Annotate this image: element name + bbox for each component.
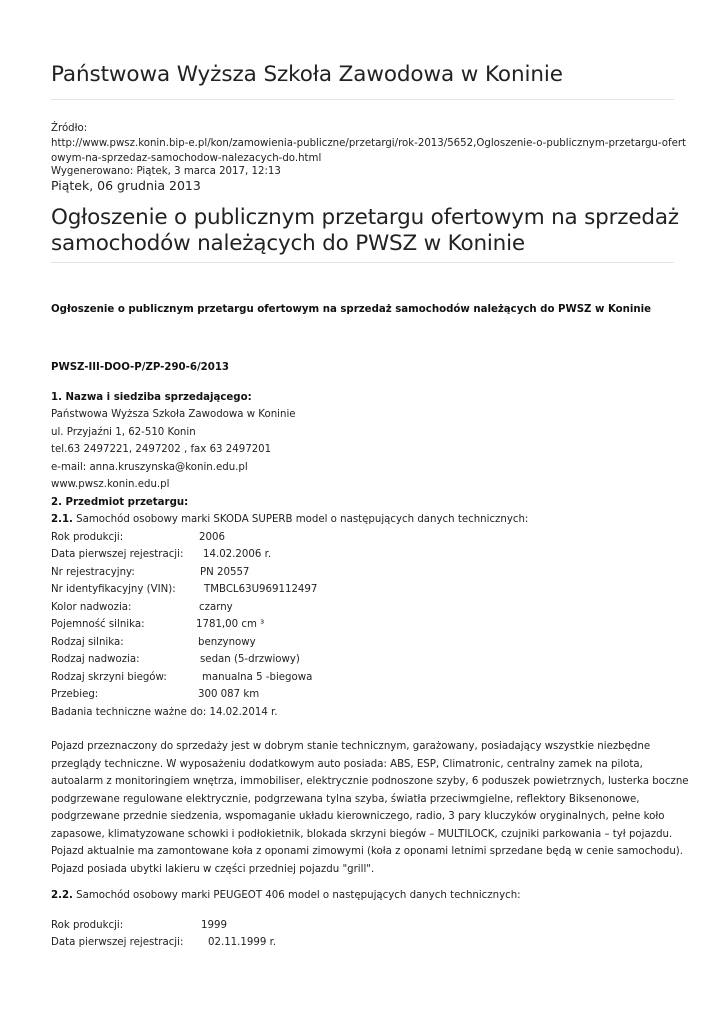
spec-label: Pojemność silnika: xyxy=(51,619,145,630)
seller-website[interactable]: www.pwsz.konin.edu.pl xyxy=(51,479,170,490)
spec-value: 02.11.1999 r. xyxy=(208,937,277,948)
spec-value: 1999 xyxy=(201,920,227,931)
spec-label: Nr rejestracyjny: xyxy=(51,567,135,578)
spec-value: 14.02.2006 r. xyxy=(203,549,272,560)
item2-text: Samochód osobowy marki PEUGEOT 406 model o następujących danych technicznych: xyxy=(76,890,521,901)
item1-text: Samochód osobowy marki SKODA SUPERB model o następujących danych technicznych: xyxy=(76,514,529,525)
spec-label: Rodzaj silnika: xyxy=(51,637,124,648)
spec-label: Rodzaj skrzyni biegów: xyxy=(51,672,167,683)
spec-value: 2006 xyxy=(199,532,225,543)
seller-address: ul. Przyjaźni 1, 62-510 Konin xyxy=(51,427,196,438)
document-subtitle: Ogłoszenie o publicznym przetargu ofertowym na sprzedaż samochodów należących do PWSZ w Koninie xyxy=(51,304,652,315)
spec-label: Rok produkcji: xyxy=(51,532,124,543)
source-url-line1[interactable]: http://www.pwsz.konin.bip-e.pl/kon/zamowienia-publiczne/przetargi/rok-2013/5652,Ogloszenie-o-publicznym-przetargu-ofert xyxy=(51,138,687,149)
spec-label: Kolor nadwozia: xyxy=(51,602,132,613)
source-label: Źródło: xyxy=(51,123,88,134)
spec-label: Rodzaj nadwozia: xyxy=(51,654,140,665)
spec-value: 300 087 km xyxy=(198,689,260,700)
spec-label: Data pierwszej rejestracji: xyxy=(51,937,184,948)
spec-value: czarny xyxy=(199,602,233,613)
description-line: Pojazd przeznaczony do sprzedaży jest w dobrym stanie technicznym, garażowany, posiadający wszystkie niezbędne xyxy=(51,741,651,752)
reference-number: PWSZ-III-DOO-P/ZP-290-6/2013 xyxy=(51,362,230,373)
document-title-line2: samochodów należących do PWSZ w Koninie xyxy=(51,231,525,256)
publication-date: Piątek, 06 grudnia 2013 xyxy=(51,178,201,193)
spec-value: benzynowy xyxy=(198,637,256,648)
header-divider xyxy=(51,99,674,100)
spec-value: 1781,00 cm ³ xyxy=(196,619,265,630)
spec-label: Nr identyfikacyjny (VIN): xyxy=(51,584,176,595)
description-line: zapasowe, klimatyzowane schowki i podłokietnik, blokada skrzyni biegów – MULTILOCK, czujniki parkowania – tył pojazdu. xyxy=(51,828,673,840)
inspection-validity: Badania techniczne ważne do: 14.02.2014 r. xyxy=(51,707,278,718)
document-title xyxy=(51,205,679,257)
section2-heading: 2. Przedmiot przetargu: xyxy=(51,497,189,508)
description-line: Pojazd posiada ubytki lakieru w części przedniej pojazdu "grill". xyxy=(51,863,375,875)
spec-label: Przebieg: xyxy=(51,689,99,700)
item1-number: 2.1. xyxy=(51,514,73,525)
seller-email[interactable]: e-mail: anna.kruszynska@konin.edu.pl xyxy=(51,462,248,473)
source-url-line2[interactable]: owym-na-sprzedaz-samochodow-nalezacych-do.html xyxy=(51,153,322,164)
description-line: autoalarm z monitoringiem wnętrza, immobiliser, elektrycznie podnoszone szyby, 6 poduszek powietrznych, lusterka boczne xyxy=(51,776,689,787)
spec-value: sedan (5-drzwiowy) xyxy=(200,654,300,665)
item2-intro xyxy=(51,890,521,901)
seller-phone: tel.63 2497221, 2497202 , fax 63 2497201 xyxy=(51,444,272,455)
spec-value: TMBCL63U969112497 xyxy=(204,584,318,595)
description-line: przeglądy techniczne. W wyposażeniu dodatkowym auto posiada: ABS, ESP, Climatronic, centralny zamek na pilota, xyxy=(51,758,643,770)
spec-value: manualna 5 -biegowa xyxy=(202,672,313,683)
document-title-line1: Ogłoszenie o publicznym przetargu ofertowym na sprzedaż xyxy=(51,205,679,230)
site-title: Państwowa Wyższa Szkoła Zawodowa w Koninie xyxy=(51,62,563,87)
spec-value: PN 20557 xyxy=(200,567,250,578)
section1-heading: 1. Nazwa i siedziba sprzedającego: xyxy=(51,392,252,403)
vehicle-description xyxy=(51,738,691,878)
item2-number: 2.2. xyxy=(51,890,73,901)
description-line: Pojazd aktualnie ma zamontowane koła z oponami zimowymi (koła z oponami letnimi sprzedane będą w cenie samochodu). xyxy=(51,846,684,857)
generated-timestamp: Wygenerowano: Piątek, 3 marca 2017, 12:13 xyxy=(51,166,281,177)
title-divider xyxy=(51,262,674,263)
item1-intro xyxy=(51,514,528,525)
description-line: podgrzewane regulowane elektrycznie, podgrzewana tylna szyba, światła przeciwmgielne, reflektory Biksenonowe, xyxy=(51,793,640,805)
description-line: podgrzewane przednie siedzenia, wspomaganie układu kierowniczego, radio, 3 pary kluczyków oryginalnych, pełne koło xyxy=(51,811,665,822)
spec-label: Rok produkcji: xyxy=(51,920,124,931)
spec-label: Data pierwszej rejestracji: xyxy=(51,549,184,560)
seller-name: Państwowa Wyższa Szkoła Zawodowa w Koninie xyxy=(51,409,296,420)
